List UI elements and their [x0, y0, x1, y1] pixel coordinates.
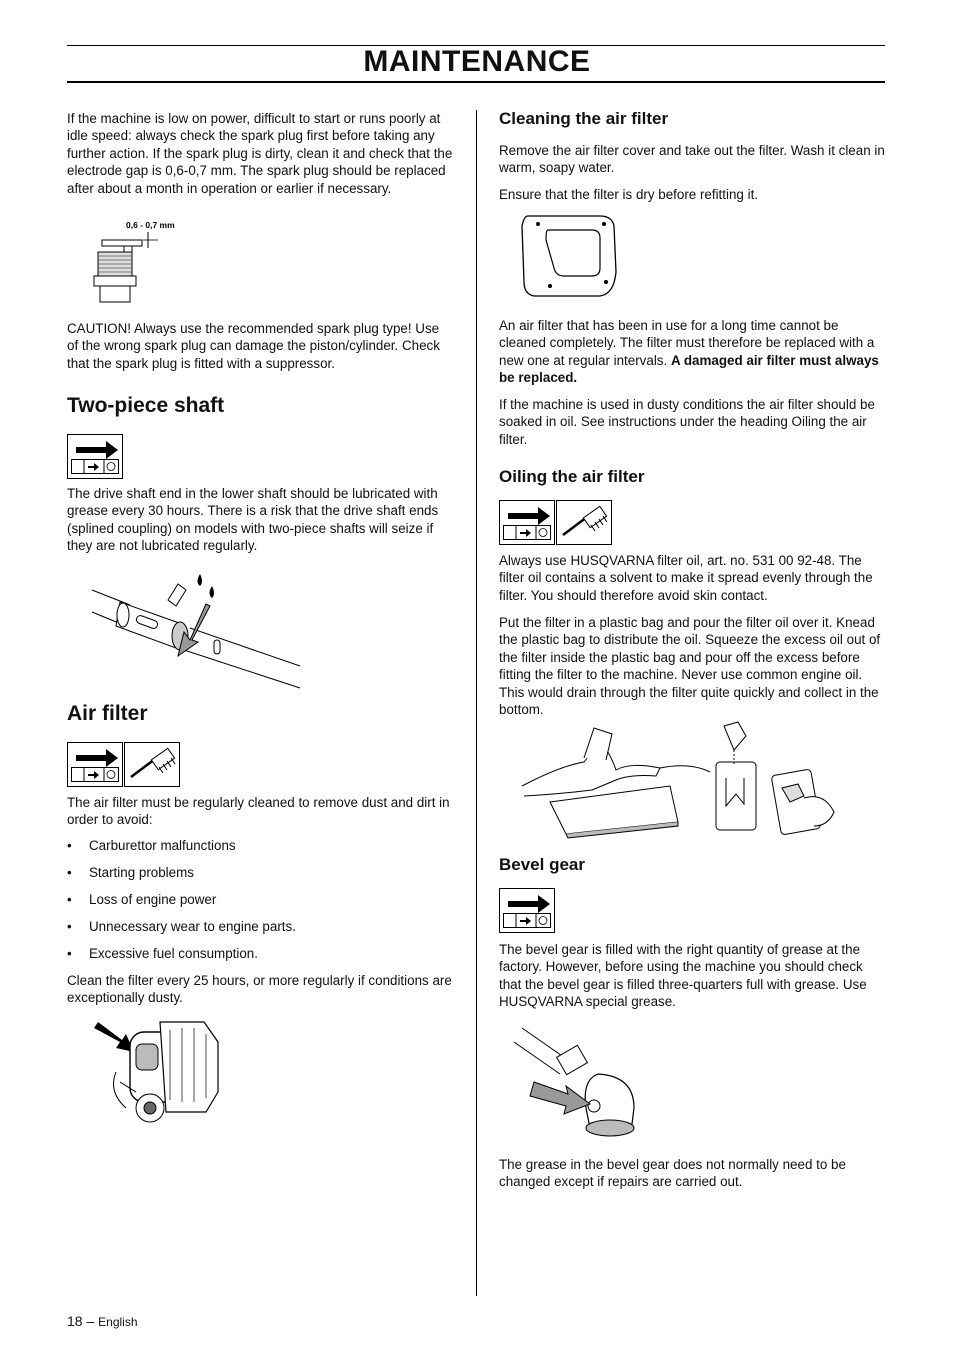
- list-item: • Unnecessary wear to engine parts.: [67, 918, 453, 935]
- oiling-paragraph-1: Always use HUSQVARNA filter oil, art. no. 531 00 92-48. The filter oil contains a solvent to make it spread evenly through the filter. You should therefore avoid skin contact.: [499, 553, 873, 603]
- oiling-illustration: [520, 722, 840, 843]
- cleaning-paragraph-2: Ensure that the filter is dry before refitting it.: [499, 187, 759, 202]
- two-piece-shaft-heading: Two-piece shaft: [67, 394, 225, 417]
- air-filter-bullet-list: [67, 837, 453, 962]
- spark-plug-paragraph: If the machine is low on power, difficult to start or runs poorly at idle speed: always check the spark plug first before taking any further action. If the spark plug is dirty, clean it and check that the electrode gap is 0,6-0,7 mm. The spark plug should be replaced after about a month in operation or earlier if necessary.: [67, 111, 453, 196]
- spark-plug-illustration: [88, 218, 198, 309]
- page-title: MAINTENANCE: [363, 45, 591, 78]
- service-interval-icon: [499, 888, 555, 933]
- caution-paragraph: CAUTION! Always use the recommended spark plug type! Use of the wrong spark plug can damage the piston/cylinder. Check that the spark plug is fitted with a suppressor.: [67, 321, 440, 371]
- brush-icon: [556, 500, 612, 545]
- list-item: • Carburettor malfunctions: [67, 837, 453, 854]
- cleaning-air-filter-heading: Cleaning the air filter: [499, 109, 669, 128]
- air-filter-intro: The air filter must be regularly cleaned to remove dust and dirt in order to avoid:: [67, 795, 450, 828]
- page-footer: [67, 1313, 138, 1329]
- air-filter-illustration: [520, 212, 620, 305]
- footer-language: English: [98, 1315, 138, 1329]
- brush-icon: [124, 742, 180, 787]
- replace-filter-text: An air filter that has been in use for a long time cannot be cleaned completely. The filter must therefore be replaced with a new one at regular intervals.: [499, 318, 875, 368]
- bevel-gear-paragraph-1: The bevel gear is filled with the right quantity of grease at the factory. However, before using the machine you should check that the bevel gear is filled three-quarters full with grease. Use HUSQVARNA special grease.: [499, 942, 867, 1010]
- gap-label: 0,6 - 0,7 mm: [126, 220, 175, 230]
- air-filter-clean-paragraph: Clean the filter every 25 hours, or more regularly if conditions are exceptionally dusty.: [67, 973, 452, 1006]
- oiling-air-filter-heading: Oiling the air filter: [499, 467, 645, 486]
- list-item: • Loss of engine power: [67, 891, 453, 908]
- page-number: 18 –: [67, 1313, 95, 1329]
- two-piece-shaft-paragraph: The drive shaft end in the lower shaft should be lubricated with grease every 30 hours. There is a risk that the drive shaft ends (splined coupling) on models with two-piece shafts will seize if they are not lubricated regularly.: [67, 486, 439, 554]
- oiling-paragraph-2: Put the filter in a plastic bag and pour the filter oil over it. Knead the plastic bag to distribute the oil. Squeeze the excess oil out of the filter inside the plastic bag and pour off the excess before fitting the filter to the machine. Never use common engine oil. This would drain through the filter quite quickly and collect in the bottom.: [499, 615, 881, 718]
- bevel-gear-heading: Bevel gear: [499, 855, 585, 874]
- drive-shaft-illustration: [90, 560, 305, 693]
- dusty-conditions-paragraph: If the machine is used in dusty conditions the air filter should be soaked in oil. See instructions under the heading Oiling the air filter.: [499, 397, 875, 447]
- column-divider: [476, 110, 477, 1296]
- header-bottom-rule: [67, 81, 885, 83]
- replace-filter-paragraph: [499, 317, 885, 387]
- service-interval-icon: [499, 500, 555, 545]
- air-filter-heading: Air filter: [67, 702, 148, 725]
- bevel-gear-paragraph-2: The grease in the bevel gear does not normally need to be changed except if repairs are carried out.: [499, 1157, 846, 1190]
- service-interval-icon: [67, 434, 123, 479]
- bevel-gear-illustration: [512, 1024, 642, 1145]
- cleaning-paragraph-1: Remove the air filter cover and take out the filter. Wash it clean in warm, soapy water.: [499, 143, 885, 176]
- service-interval-icon: [67, 742, 123, 787]
- engine-illustration: [90, 1012, 230, 1135]
- replace-filter-warning: A damaged air filter must always be replaced.: [499, 352, 879, 386]
- list-item: • Starting problems: [67, 864, 453, 881]
- list-item: • Excessive fuel consumption.: [67, 945, 453, 962]
